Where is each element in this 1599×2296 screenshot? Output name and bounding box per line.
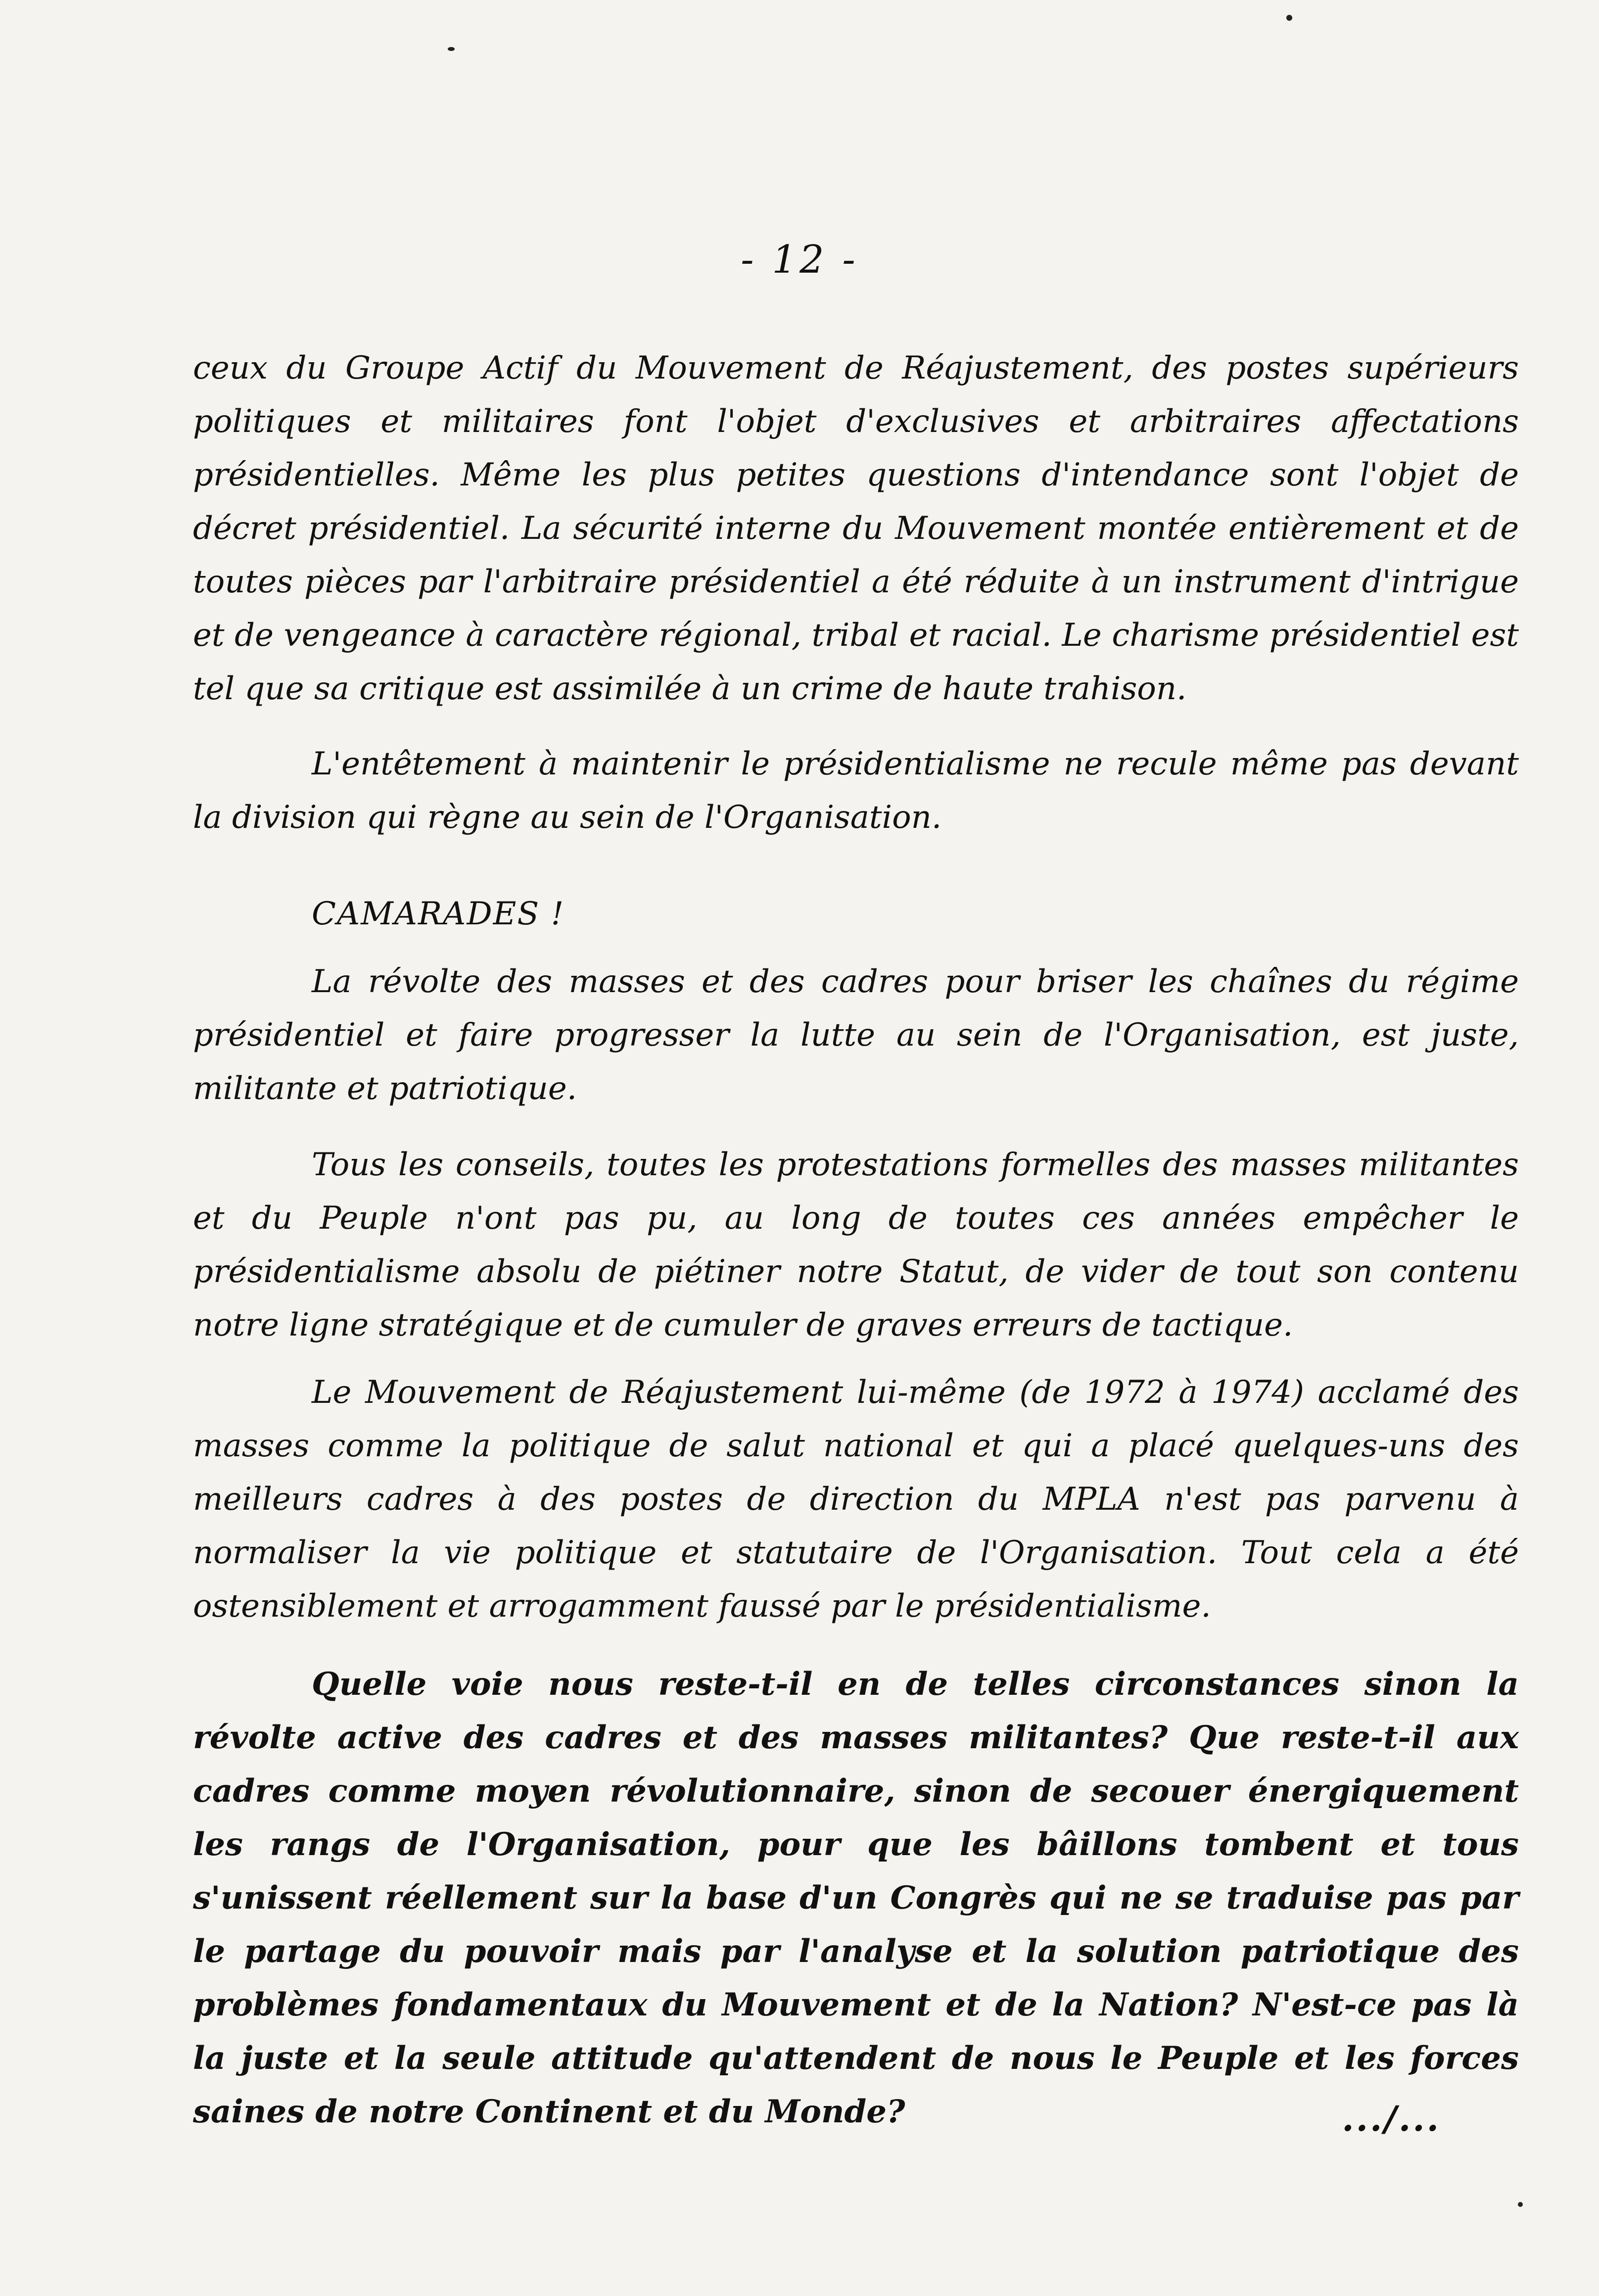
paragraph-text: Le Mouvement de Réajustement lui-même (de 1972 à 1974) acclamé des masses comme la politique de salut national et qui a placé quelques-uns des meilleurs cadres à des postes de direction du MPLA n'est pas parvenu à normaliser la vie politique et statutaire de l'Organisation. Tout cela a été ostensiblement et arrogamment faussé par le présidentialisme. bbox=[193, 1374, 1519, 1625]
paragraph-text: L'entêtement à maintenir le présidentialisme ne recule même pas devant la division qui règne au sein de l'Organisation. bbox=[193, 746, 1519, 836]
salutation-heading: CAMARADES ! bbox=[312, 896, 565, 932]
paragraph-text: La révolte des masses et des cadres pour briser les chaînes du régime présidentiel et faire progresser la lutte au sein de l'Organisation, est juste, militante et patriotique. bbox=[193, 963, 1519, 1107]
paragraph-2 bbox=[193, 737, 1519, 844]
continuation-mark: .../... bbox=[1342, 2098, 1441, 2139]
paragraph-5 bbox=[193, 1366, 1519, 1633]
ink-speck bbox=[448, 47, 455, 51]
paragraph-6 bbox=[193, 1658, 1519, 2139]
paragraph-4 bbox=[193, 1138, 1519, 1352]
paragraph-text: Quelle voie nous reste-t-il en de telles circonstances sinon la révolte active des cadres et des masses militantes? Que reste-t-il aux cadres comme moyen révolutionnaire, sinon de secouer énergiquement les rangs de l'Organisation, pour que les bâillons tombent et tous s'unissent réellement sur la base d'un Congrès qui ne se traduise pas par le partage du pouvoir mais par l'analyse et la solution patriotique des problèmes fondamentaux du Mouvement et de la Nation? N'est-ce pas là la juste et la seule attitude qu'attendent de nous le Peuple et les forces saines de notre Continent et du Monde? bbox=[193, 1666, 1519, 2130]
ink-speck bbox=[1286, 15, 1292, 21]
paragraph-1 bbox=[193, 341, 1519, 716]
page-number: - 12 - bbox=[741, 238, 858, 282]
paragraph-text: ceux du Groupe Actif du Mouvement de Réajustement, des postes supérieurs politiques et militaires font l'objet d'exclusives et arbitraires affectations présidentielles. Même les plus petites questions d'intendance sont l'objet de décret présidentiel. La sécurité interne du Mouvement montée entièrement et de toutes pièces par l'arbitraire présidentiel a été réduite à un instrument d'intrigue et de vengeance à caractère régional, tribal et racial. Le charisme présidentiel est tel que sa critique est assimilée à un crime de haute trahison. bbox=[193, 350, 1519, 707]
paragraph-3 bbox=[193, 955, 1519, 1115]
paragraph-text: Tous les conseils, toutes les protestations formelles des masses militantes et du Peuple n'ont pas pu, au long de toutes ces années empêcher le présidentialisme absolu de piétiner notre Statut, de vider de tout son contenu notre ligne stratégique et de cumuler de graves erreurs de tactique. bbox=[193, 1147, 1519, 1343]
ink-speck bbox=[1518, 2202, 1523, 2207]
